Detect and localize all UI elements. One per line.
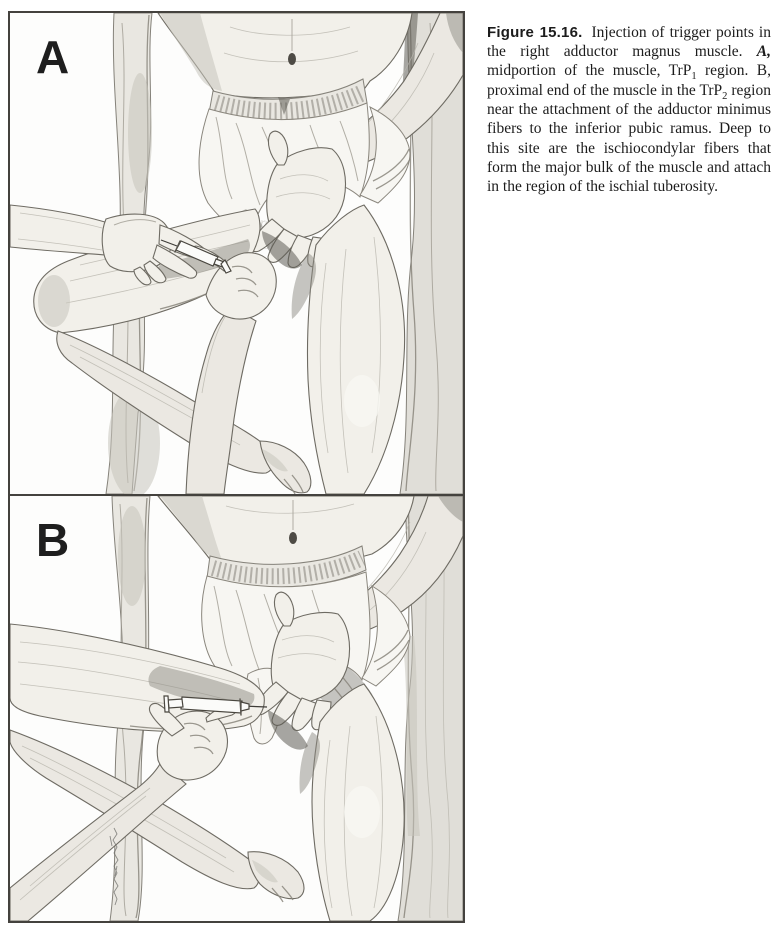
clinician-injecting-hand bbox=[149, 703, 236, 780]
caption-body-2: midportion of the muscle, TrP bbox=[487, 62, 692, 80]
caption-body-1: Injection of trigger points in the right adductor magnus muscle. bbox=[487, 23, 771, 61]
caption-body-3: region. B, proximal end of the muscle in the TrP bbox=[487, 62, 771, 99]
caption-panel-a-ref: A, bbox=[756, 43, 771, 61]
figure-caption-number: Figure 15.16. bbox=[487, 23, 583, 41]
panel-divider bbox=[10, 494, 463, 921]
panel-a-illustration bbox=[10, 13, 463, 494]
patient-torso bbox=[158, 496, 414, 568]
caption-body-4: region near the attachment of the adductor minimus fibers to the inferior pubic ramus. Deep to this site are the ischiocondylar fibers that form the major bulk of the muscle and attach in the region of the ischial tuberosity. bbox=[487, 81, 771, 196]
patient-torso bbox=[158, 13, 412, 98]
right-lower-leg-and-foot bbox=[57, 331, 311, 494]
panel-b-label: B bbox=[36, 514, 70, 566]
caption-trp1-subscript: 1 bbox=[691, 71, 697, 83]
navel bbox=[288, 53, 296, 65]
panel-b-illustration bbox=[10, 496, 463, 921]
figure-caption bbox=[487, 23, 771, 197]
caption-trp2-subscript: 2 bbox=[722, 90, 728, 102]
figure-illustration-frame bbox=[8, 11, 465, 923]
panel-a-label: A bbox=[36, 31, 70, 83]
navel bbox=[289, 532, 297, 544]
